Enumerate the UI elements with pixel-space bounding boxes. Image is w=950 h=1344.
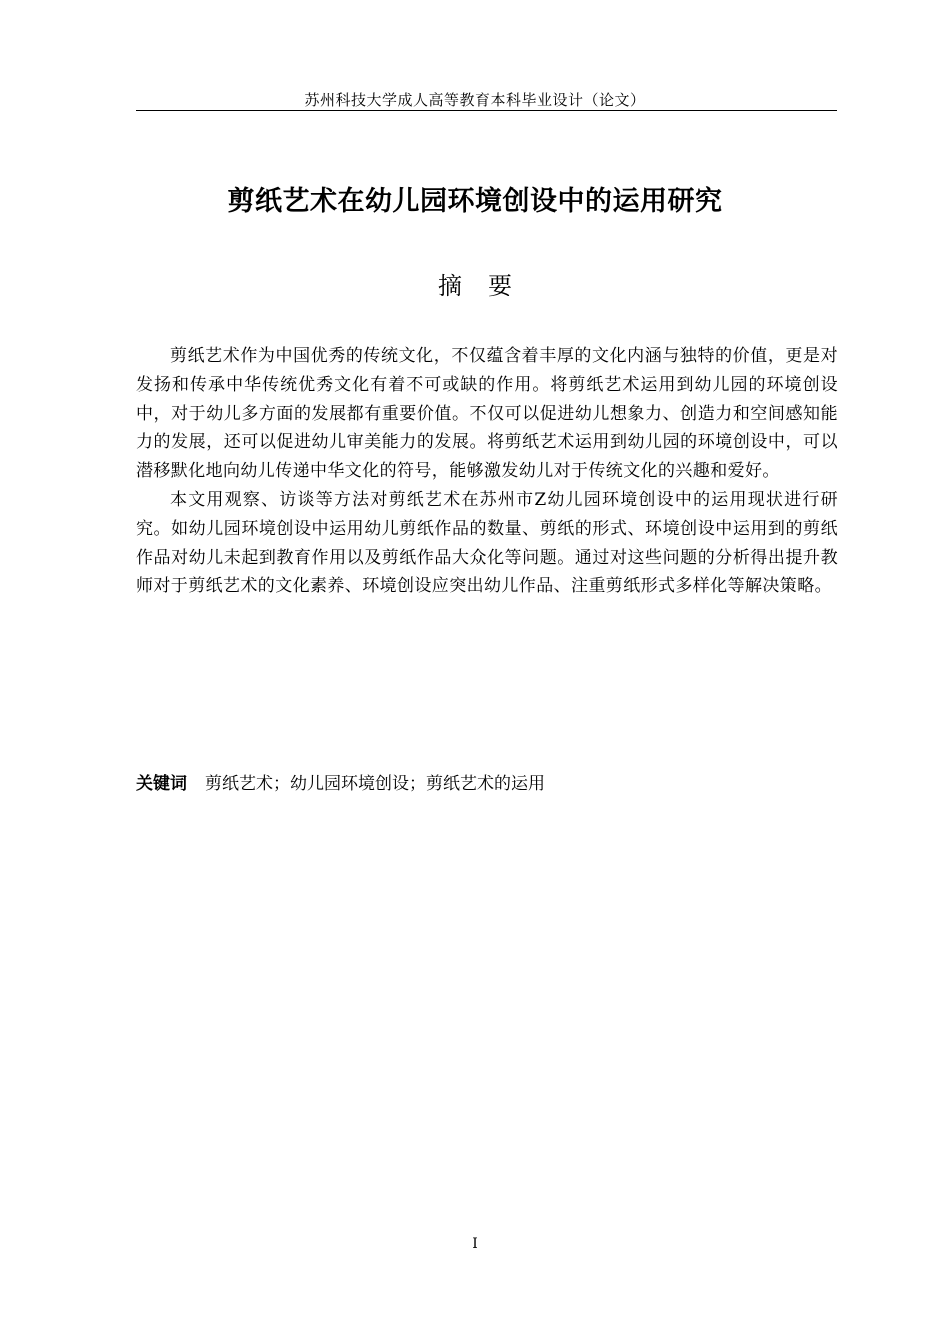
- keywords-label: 关键词: [136, 774, 187, 794]
- running-header: 苏州科技大学成人高等教育本科毕业设计（论文）: [304, 91, 646, 109]
- thesis-title: 剪纸艺术在幼儿园环境创设中的运用研究: [227, 186, 723, 217]
- keywords-value: 剪纸艺术；幼儿园环境创设；剪纸艺术的运用: [205, 774, 545, 794]
- keywords-line: [136, 770, 838, 798]
- abstract-heading: 摘要: [438, 272, 538, 300]
- header-rule: [136, 110, 837, 111]
- abstract-body: [136, 342, 838, 601]
- abstract-paragraph-2: 本文用观察、访谈等方法对剪纸艺术在苏州市Z幼儿园环境创设中的运用现状进行研究。如幼儿园环境创设中运用幼儿剪纸作品的数量、剪纸的形式、环境创设中运用到的剪纸作品对幼儿未起到教育作用以及剪纸作品大众化等问题。通过对这些问题的分析得出提升教师对于剪纸艺术的文化素养、环境创设应突出幼儿作品、注重剪纸形式多样化等解决策略。: [136, 489, 838, 597]
- abstract-paragraph-1: 剪纸艺术作为中国优秀的传统文化，不仅蕴含着丰厚的文化内涵与独特的价值，更是对发扬和传承中华传统优秀文化有着不可或缺的作用。将剪纸艺术运用到幼儿园的环境创设中，对于幼儿多方面的发展都有重要价值。不仅可以促进幼儿想象力、创造力和空间感知能力的发展，还可以促进幼儿审美能力的发展。将剪纸艺术运用到幼儿园的环境创设中，可以潜移默化地向幼儿传递中华文化的符号，能够激发幼儿对于传统文化的兴趣和爱好。: [136, 346, 838, 482]
- page-number: I: [472, 1236, 478, 1252]
